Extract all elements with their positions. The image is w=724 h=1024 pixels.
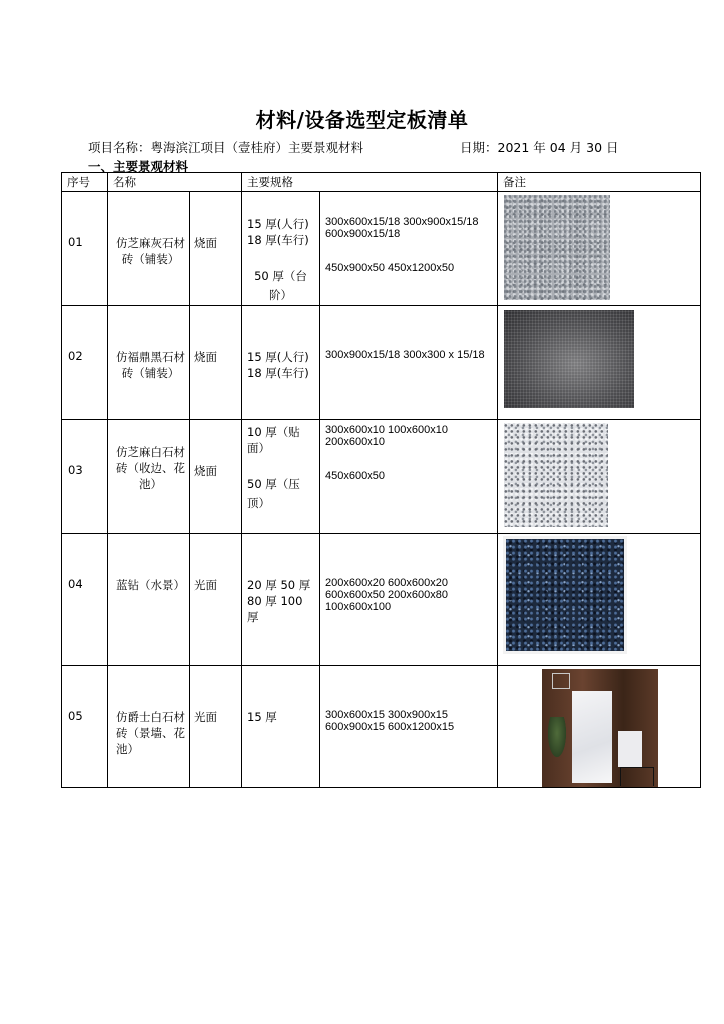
row-number: 01 <box>62 192 108 306</box>
header-remark: 备注 <box>498 173 701 192</box>
material-name: 仿爵士白石材砖（景墙、花池） <box>108 666 190 788</box>
table-row <box>62 420 701 534</box>
remark-image-cell <box>498 306 701 420</box>
remark-image-cell <box>498 420 701 534</box>
thickness-spec: 20 厚 50 厚 80 厚 100 厚 <box>242 534 320 666</box>
header-name: 名称 <box>108 173 242 192</box>
finish-type: 烧面 <box>190 192 242 306</box>
finish-type: 光面 <box>190 666 242 788</box>
size-spec: 200x600x20 600x600x20 600x600x50 200x600x80 100x600x100 <box>320 534 498 666</box>
finish-type: 光面 <box>190 534 242 666</box>
marble-sample <box>618 731 642 767</box>
document-date: 日期：2021 年 04 月 30 日 <box>460 140 619 155</box>
sesame-gray-granite-swatch <box>504 195 610 300</box>
plant-decor <box>548 717 566 757</box>
project-info <box>88 138 619 156</box>
side-table <box>620 767 654 786</box>
page-title: 材料/设备选型定板清单 <box>255 108 469 132</box>
header-spec: 主要规格 <box>242 173 498 192</box>
finish-type: 烧面 <box>190 420 242 534</box>
remark-image-cell <box>498 666 701 788</box>
material-name: 仿芝麻灰石材砖（铺装） <box>108 192 190 306</box>
section-heading: 一、主要景观材料 <box>88 159 189 174</box>
table-row <box>62 666 701 788</box>
material-name: 仿福鼎黑石材砖（铺装） <box>108 306 190 420</box>
size-spec: 300x600x10 100x600x10 200x600x10 450x600x50 <box>320 420 498 534</box>
thickness-spec: 15 厚 <box>242 666 320 788</box>
remark-image-cell <box>498 534 701 666</box>
project-name: 项目名称：粤海滨江项目（壹桂府）主要景观材料 <box>88 140 364 155</box>
sesame-white-granite-swatch <box>504 423 608 527</box>
blue-diamond-granite-swatch <box>506 539 624 651</box>
row-number: 03 <box>62 420 108 534</box>
size-spec: 300x600x15/18 300x900x15/18 600x900x15/18 450x900x50 450x1200x50 <box>320 192 498 306</box>
remark-image-cell <box>498 192 701 306</box>
row-number: 02 <box>62 306 108 420</box>
fuding-black-granite-swatch <box>504 310 634 408</box>
table-row <box>62 192 701 306</box>
table-header-row <box>62 173 701 192</box>
table-row <box>62 306 701 420</box>
thickness-spec: 15 厚(人行) 18 厚(车行) <box>242 306 320 420</box>
material-name: 仿芝麻白石材砖（收边、花池） <box>108 420 190 534</box>
thickness-spec: 15 厚(人行) 18 厚(车行) 50 厚（台阶） <box>242 192 320 306</box>
row-number: 05 <box>62 666 108 788</box>
materials-table <box>61 172 701 788</box>
brand-logo-icon <box>552 673 570 689</box>
marble-slab <box>572 691 612 783</box>
table-row <box>62 534 701 666</box>
thickness-spec: 10 厚（贴面） 50 厚（压顶） <box>242 420 320 534</box>
row-number: 04 <box>62 534 108 666</box>
material-name: 蓝钻（水景） <box>108 534 190 666</box>
finish-type: 烧面 <box>190 306 242 420</box>
size-spec: 300x600x15 300x900x15 600x900x15 600x1200x15 <box>320 666 498 788</box>
size-spec: 300x900x15/18 300x300 x 15/18 <box>320 306 498 420</box>
jazz-white-marble-photo <box>542 669 658 787</box>
header-no: 序号 <box>62 173 108 192</box>
